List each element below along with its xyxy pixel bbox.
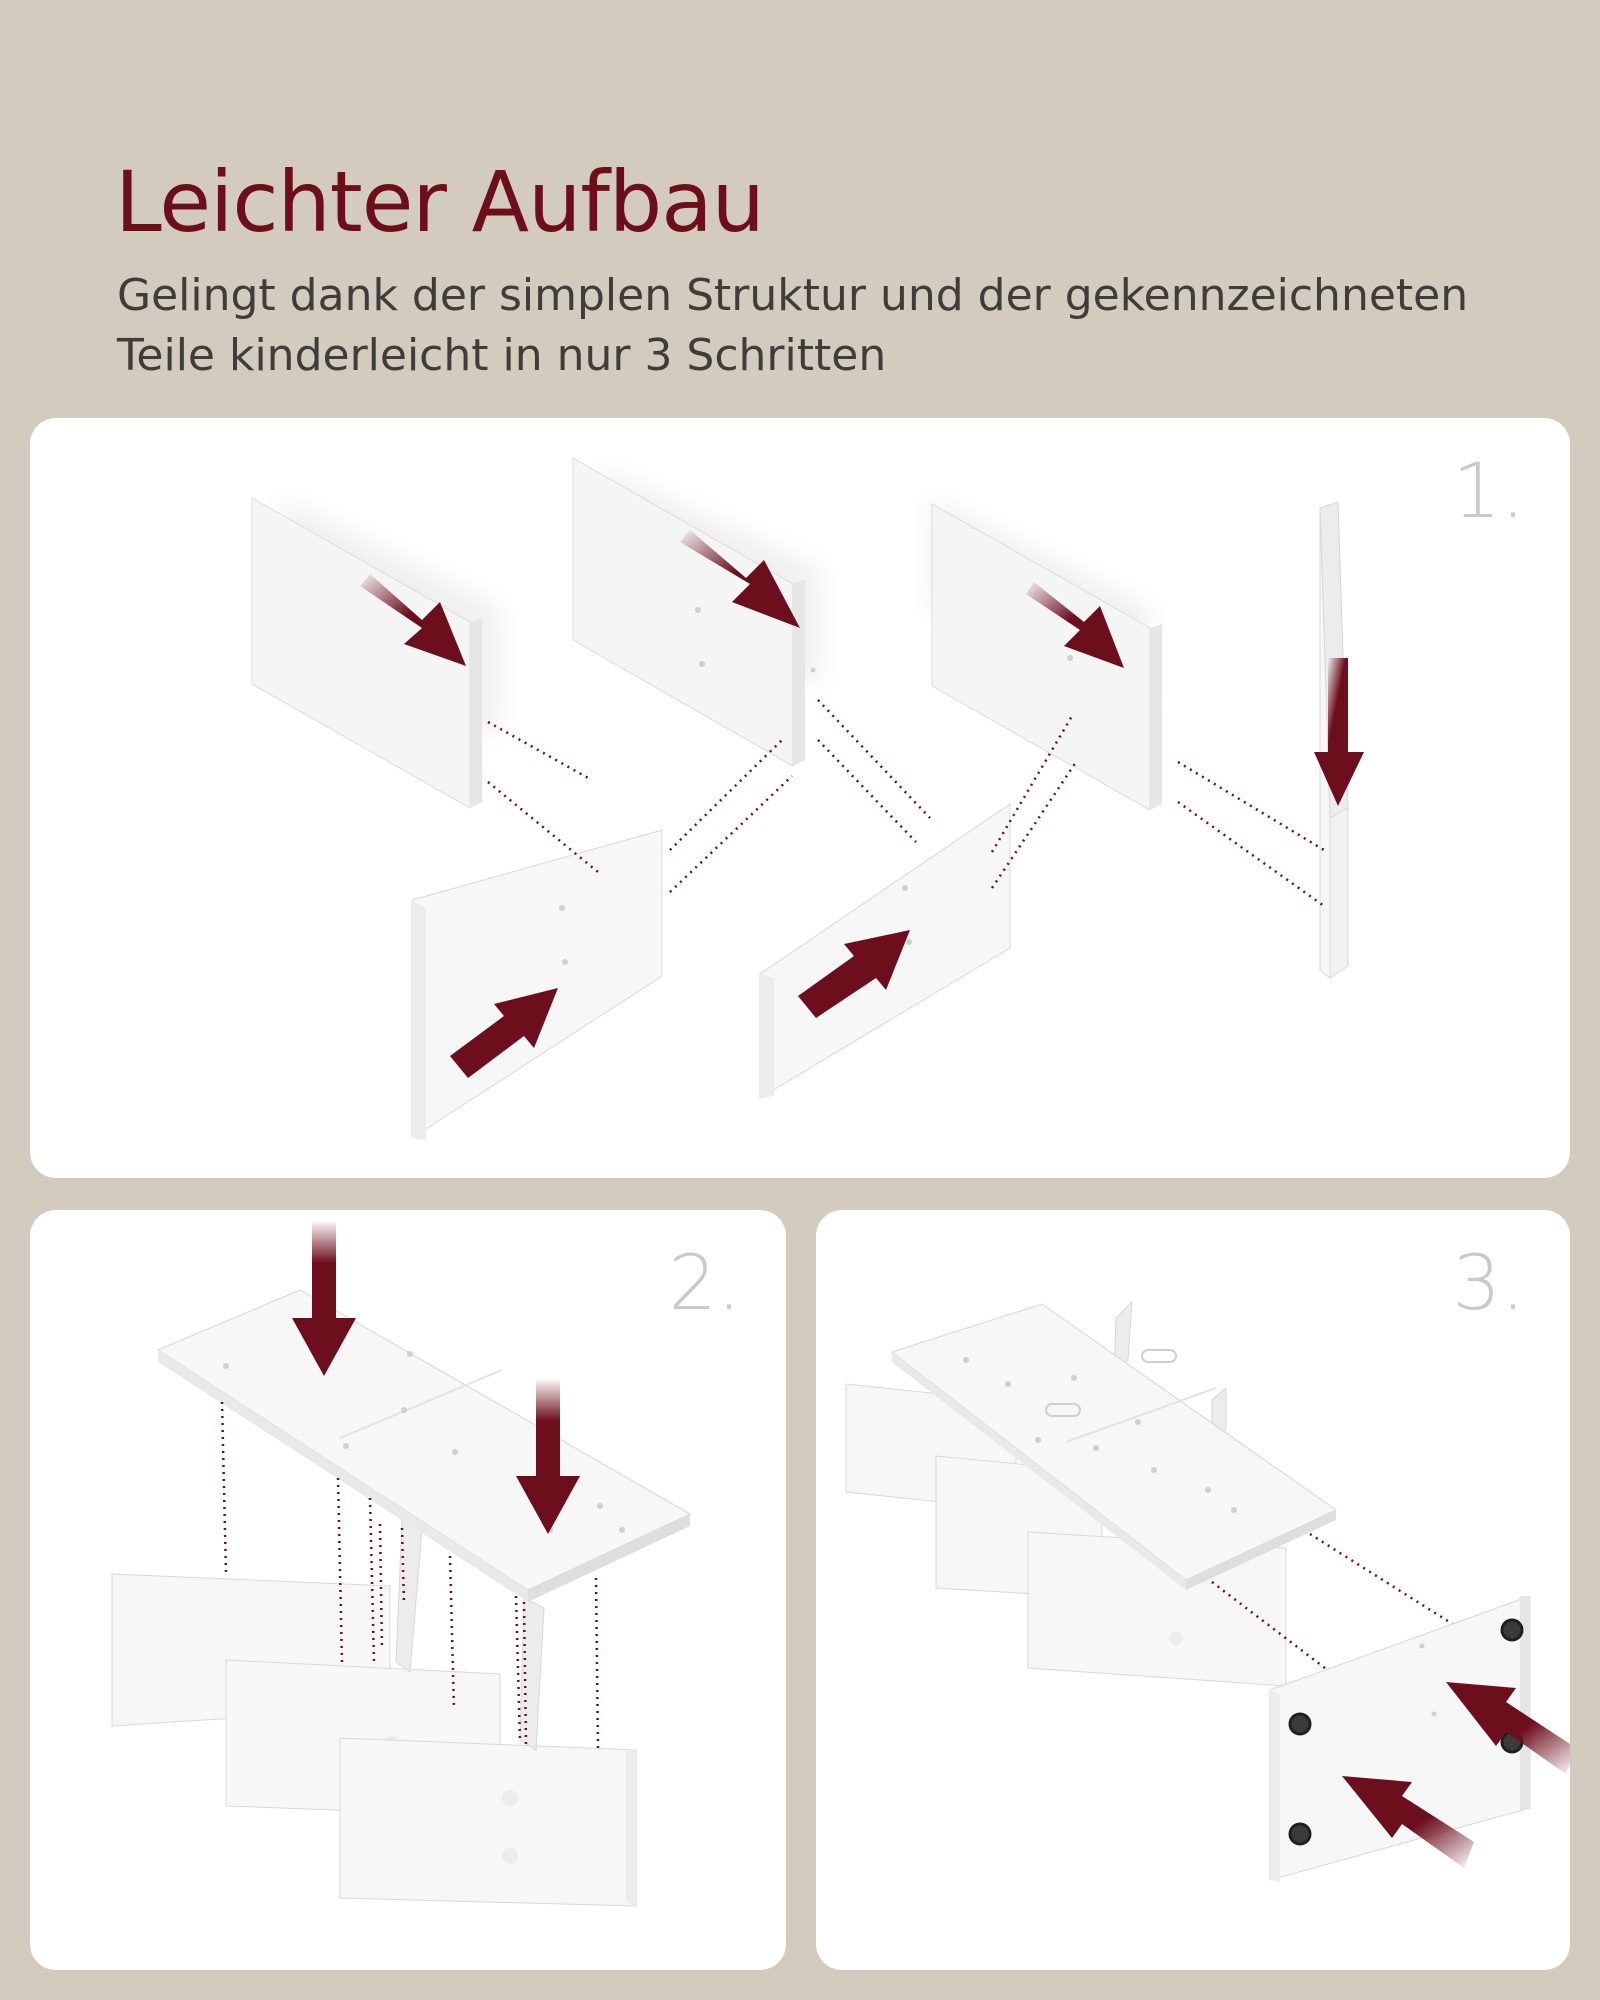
step-3-panel — [816, 1210, 1570, 1970]
step-number: 1. — [1452, 446, 1525, 535]
board-illustration — [158, 1290, 690, 1602]
step-number: 3. — [1452, 1238, 1525, 1327]
board-illustration — [412, 830, 662, 1140]
page-title: Leichter Aufbau — [115, 153, 764, 252]
page-subtitle: Gelingt dank der simplen Struktur und der gekennzeichneten Teile kinderleicht in nur 3 Schritten — [117, 270, 1469, 381]
board-illustration — [932, 504, 1162, 810]
board-illustration — [112, 1574, 636, 1906]
step-number: 2. — [668, 1238, 741, 1327]
step-1-panel — [30, 418, 1570, 1178]
step-2-panel — [30, 1210, 786, 1970]
step-1-illustration — [30, 418, 1570, 1178]
